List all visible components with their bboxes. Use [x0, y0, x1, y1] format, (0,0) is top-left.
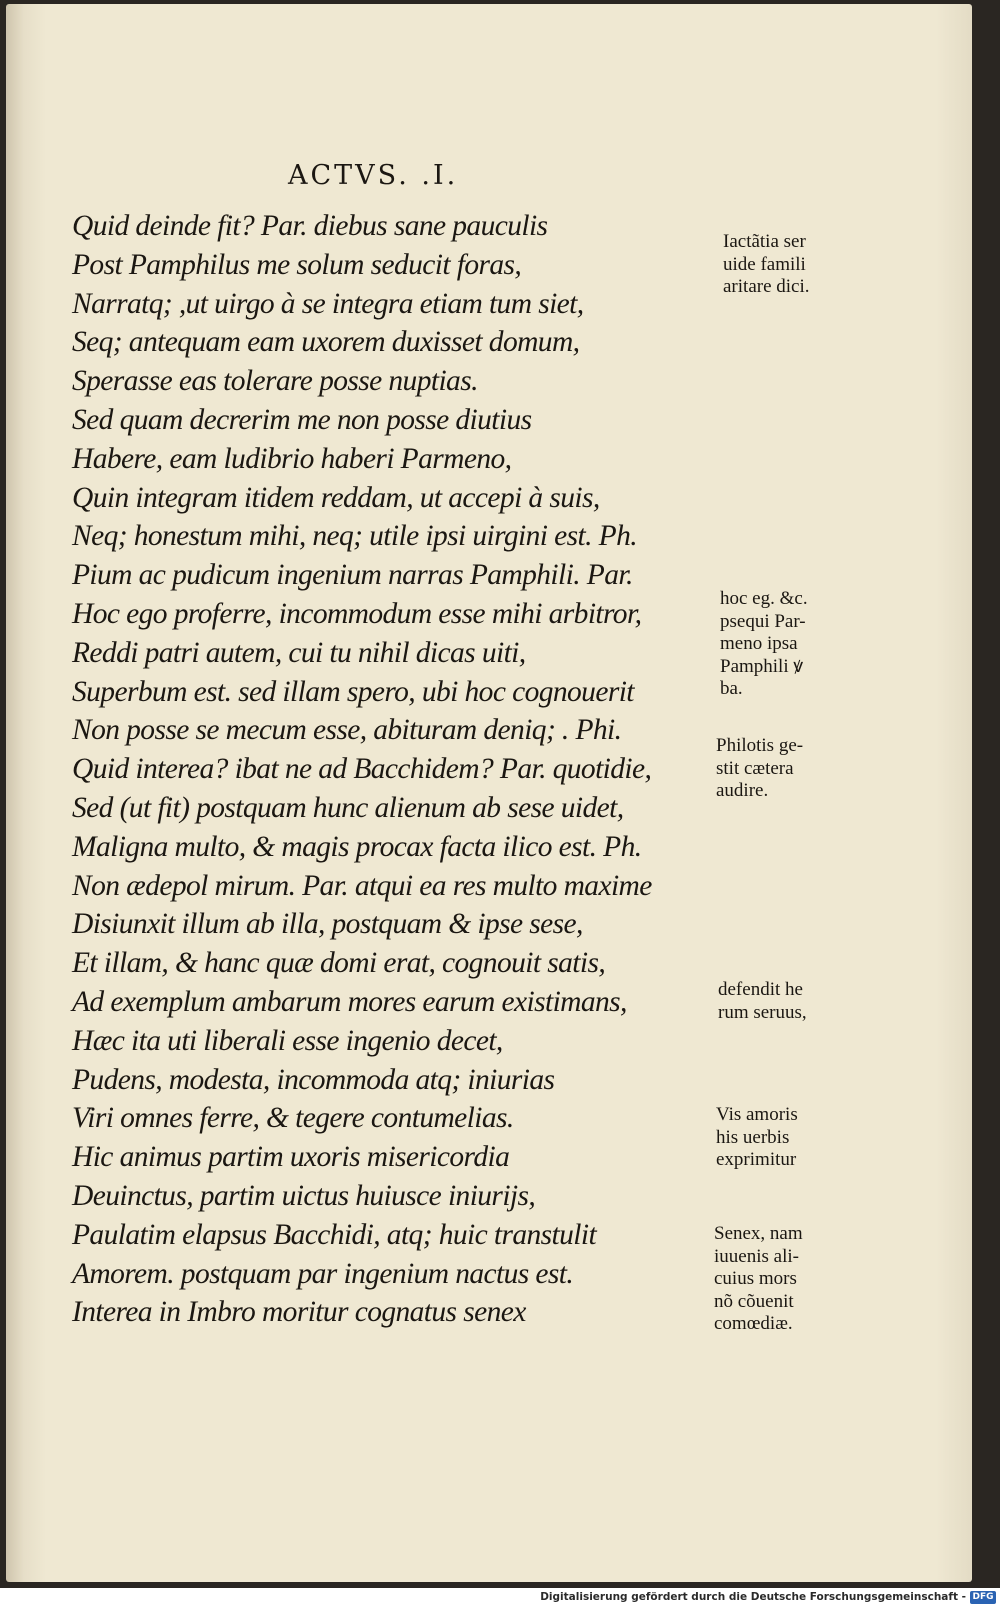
verse-line: Sperasse eas tolerare posse nuptias.: [72, 365, 478, 398]
gloss-line: stit cætera: [716, 757, 794, 779]
verse-line: Et illam, & hanc quæ domi erat, cognouit satis,: [72, 947, 606, 980]
verse-line: Sed quam decrerim me non posse diutius: [72, 403, 532, 436]
gloss-line: psequi Par-: [720, 610, 806, 632]
verse-line: Neq; honestum mihi, neq; utile ipsi uirgini est. Ph.: [72, 520, 638, 553]
funding-credit: Digitalisierung gefördert durch die Deutsche Forschungsgemeinschaft -: [540, 1591, 966, 1603]
gloss-line: his uerbis: [716, 1126, 790, 1148]
verse-line: Hoc ego proferre, incommodum esse mihi arbitror,: [72, 597, 642, 630]
verse-line: Non posse se mecum esse, abituram deniq; . Phi.: [72, 714, 622, 747]
gloss-line: iuuenis ali-: [714, 1245, 799, 1267]
gloss-line: ba.: [720, 678, 743, 699]
gloss-line: meno ipsa: [720, 633, 798, 654]
verse-line: Interea in Imbro moritur cognatus senex: [72, 1296, 526, 1329]
gloss-line: nõ cõuenit: [714, 1290, 794, 1312]
verse-line: Viri omnes ferre, & tegere contumelias.: [72, 1102, 514, 1135]
verse-line: Disiunxit illum ab illa, postquam & ipse sese,: [72, 908, 583, 941]
gloss-line: hoc eg. &c.: [720, 588, 808, 609]
verse-line: Quid deinde fit? Par. diebus sane pauculis: [72, 210, 548, 242]
verse-line: Narratq; ,ut uirgo à se integra etiam tum siet,: [72, 287, 584, 320]
margin-gloss: [714, 1223, 803, 1336]
gloss-line: Pamphili ꝟ: [720, 655, 803, 677]
verse-line: Deuinctus, partim uictus huiusce iniurijs,: [72, 1179, 536, 1212]
margin-gloss: [716, 1104, 798, 1172]
gloss-line: cuius mors: [714, 1268, 797, 1289]
gloss-line: comœdiæ.: [714, 1313, 793, 1334]
verse-line: Reddi patri autem, cui tu nihil dicas uiti,: [72, 636, 526, 669]
verse-line: Maligna multo, & magis procax facta ilico est. Ph.: [72, 830, 642, 863]
gloss-line: audire.: [716, 780, 769, 801]
verse-line: Quid interea? ibat ne ad Bacchidem? Par. quotidie,: [72, 753, 652, 786]
dfg-logo: DFG: [970, 1591, 996, 1604]
verse-line: Hic animus partim uxoris misericordia: [72, 1141, 510, 1174]
verse-text: [72, 207, 672, 1332]
verse-line: Hæc ita uti liberali esse ingenio decet,: [72, 1024, 503, 1057]
gloss-line: rum seruus,: [718, 1001, 807, 1023]
margin-gloss: [720, 588, 808, 701]
gloss-line: Iactãtia ser: [723, 231, 806, 252]
verse-line: Paulatim elapsus Bacchidi, atq; huic transtulit: [72, 1218, 597, 1251]
gloss-line: Vis amoris: [716, 1104, 798, 1125]
verse-line: Post Pamphilus me solum seducit foras,: [72, 248, 522, 281]
gloss-line: exprimitur: [716, 1149, 797, 1170]
verse-line: Quin integram itidem reddam, ut accepi à suis,: [72, 481, 600, 514]
margin-gloss: [723, 231, 810, 299]
gloss-line: Philotis ge-: [716, 735, 804, 756]
verse-line: Sed (ut fit) postquam hunc alienum ab sese uidet,: [72, 791, 624, 824]
margin-gloss: [716, 735, 803, 803]
verse-line: Ad exemplum ambarum mores earum existimans,: [72, 985, 627, 1018]
gloss-line: Senex, nam: [714, 1223, 803, 1244]
verse-line: Superbum est. sed illam spero, ubi hoc cognouerit: [72, 675, 634, 708]
verse-line: Seq; antequam eam uxorem duxisset domum,: [72, 326, 580, 359]
verse-line: Non ædepol mirum. Par. atqui ea res multo maxime: [72, 869, 652, 902]
gloss-line: defendit he: [718, 979, 803, 1000]
verse-line: Habere, eam ludibrio haberi Parmeno,: [72, 442, 512, 475]
verse-line: Pium ac pudicum ingenium narras Pamphili. Par.: [72, 559, 633, 592]
margin-gloss: [718, 979, 807, 1024]
gloss-line: aritare dici.: [723, 276, 810, 297]
verse-line: Amorem. postquam par ingenium nactus est.: [72, 1257, 574, 1290]
book-page: [6, 4, 972, 1582]
verse-line: Pudens, modesta, incommoda atq; iniurias: [72, 1063, 555, 1096]
page-heading: ACTVS. .I.: [288, 160, 459, 191]
gloss-line: uide famili: [723, 253, 806, 275]
